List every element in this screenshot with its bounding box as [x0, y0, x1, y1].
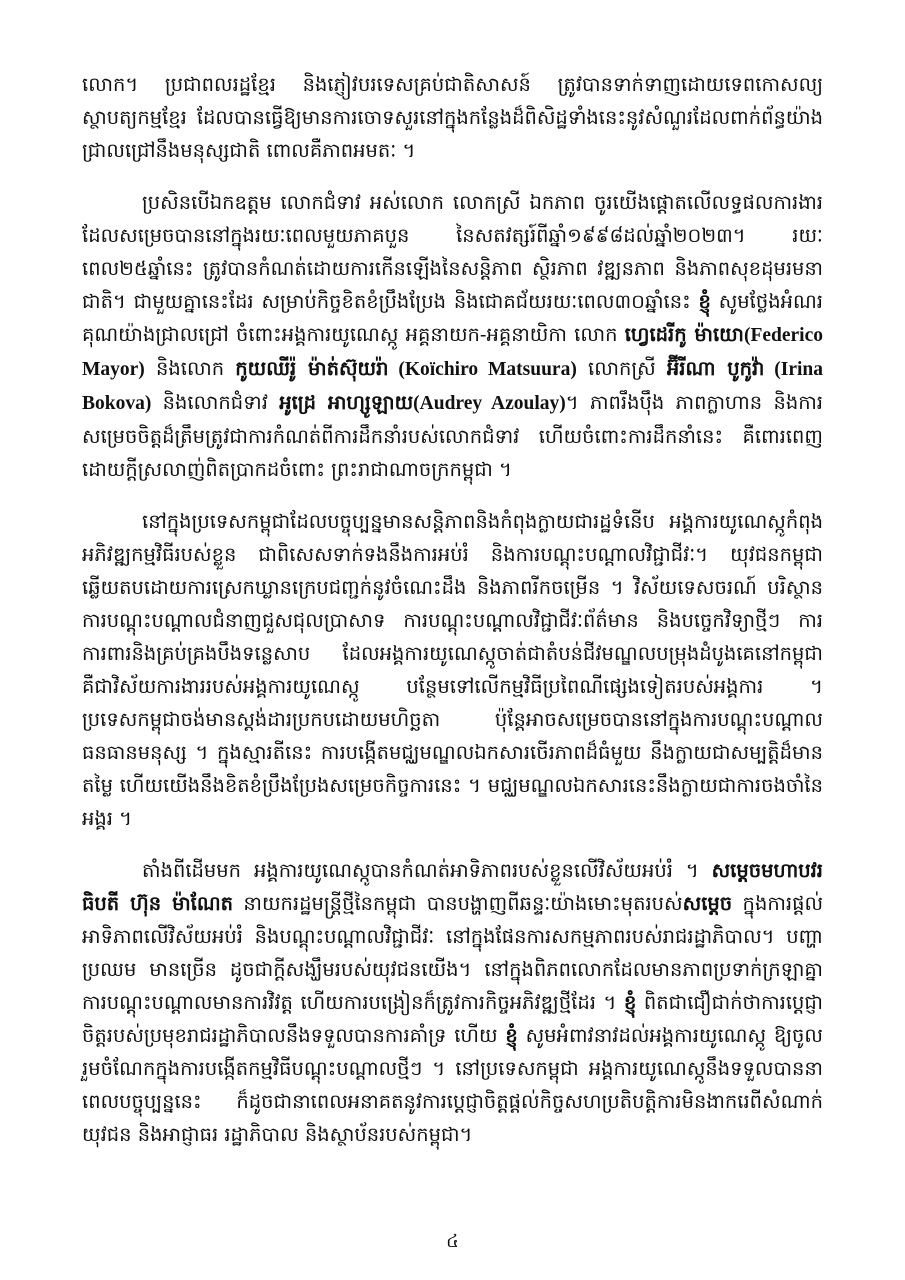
paragraph-4-segment: តាំងពីដើមមក អង្គការយូណេស្កូបានកំណត់អាទិភាពរបស់ខ្លួនលើវិស័យអប់រំ ។	[142, 859, 712, 882]
name-irina-bokova-latin: (Irina Bokova)	[82, 359, 824, 414]
name-federico-mayor-latin: (Federico Mayor)	[82, 325, 823, 380]
pronoun-khnhom: ខ្ញុំ	[698, 290, 711, 313]
name-audrey-azoulay-khmer: អូដ្រេ អាហ្សូឡាយ	[279, 391, 414, 414]
name-koichiro-matsuura-latin: (Koïchiro Matsuura)	[388, 359, 577, 380]
name-koichiro-matsuura-khmer: កូយឈីរ៉ូ ម៉ាត់ស៊ុយរ៉ា	[235, 357, 389, 380]
title-samdech: សម្ដេច	[682, 892, 733, 915]
paragraph-3	[82, 505, 823, 835]
name-irina-bokova-khmer: អ៊ីរីណា បូកូវ៉ា	[666, 357, 765, 380]
paragraph-2-segment: លោកស្រី	[576, 357, 667, 380]
name-federico-mayor-khmer: ហ្វេដេរីកូ ម៉ាយោ	[624, 323, 744, 346]
paragraph-2-segment: និងលោក	[144, 357, 236, 380]
paragraph-4-segment: សូមអំពាវនាវដល់អង្គការយូណេស្កូ ឱ្យចូលរួមចំណែកក្នុងការបង្កើតកម្មវិធីបណ្ដុះបណ្ដាលថ្មីៗ ។ នៅប្រទេសកម្ពុជា អង្គការយូណេស្កូនឹងទទួលបាននាពេលបច្ចុប្បន្ននេះ ក៏ដូចជានាពេលអនាគតនូវការប្ដេជ្ញាចិត្តផ្ដល់កិច្ចសហប្រតិបត្តិការមិនងាករេពីសំណាក់យុវជន និងអាជ្ញាធរ រដ្ឋាភិបាល និងស្ថាប័នរបស់កម្ពុជា។	[82, 1024, 823, 1146]
pronoun-khnhom: ខ្ញុំ	[505, 1024, 518, 1047]
name-hun-manet: សម្ដេចមហាបវរធិបតី ហ៊ុន ម៉ាណែត	[82, 859, 823, 915]
paragraph-2-segment: សូមថ្លែងអំណរគុណយ៉ាងជ្រាលជ្រៅ ចំពោះអង្គការយូណេស្កូ អគ្គនាយក-អគ្គនាយិកា លោក	[82, 290, 823, 346]
paragraph-4-segment: នាយករដ្ឋមន្ត្រីថ្មីនៃកម្ពុជា បានបង្ហាញពីឆន្ទៈយ៉ាងមោះមុតរបស់	[233, 892, 683, 915]
paragraph-3-text: នៅក្នុងប្រទេសកម្ពុជាដែលបច្ចុប្បន្នមានសន្តិភាពនិងកំពុងក្លាយជារដ្ឋទំនើប អង្គការយូណេស្កូកំពុងអភិវឌ្ឍកម្មវិធីរបស់ខ្លួន ជាពិសេសទាក់ទងនឹងការអប់រំ និងការបណ្ដុះបណ្ដាលវិជ្ជាជីវៈ។ យុវជនកម្ពុជា ឆ្លើយតបដោយការស្រេកឃ្លានក្រេបជញ្ជក់នូវចំណេះដឹង និងភាពរីកចម្រើន ។ វិស័យទេសចរណ៍ បរិស្ថាន ការបណ្ដុះបណ្ដាលជំនាញជួសជុលប្រាសាទ ការបណ្ដុះបណ្ដាលវិជ្ជាជីវៈព័ត៌មាន និងបច្ចេកវិទ្យាថ្មីៗ ការការពារនិងគ្រប់គ្រងបឹងទន្លេសាប ដែលអង្គការយូណេស្កូចាត់ជាតំបន់ជីវមណ្ឌលបម្រុងដំបូងគេនៅកម្ពុជា គឺជាវិស័យការងាររបស់អង្គការយូណេស្កូ បន្ថែមទៅលើកម្មវិធីប្រពៃណីផ្សេងទៀតរបស់អង្គការ ។ ប្រទេសកម្ពុជាចង់មានស្ដង់ដារប្រកបដោយមហិច្ឆតា ប៉ុន្តែអាចសម្រេចបាននៅក្នុងការបណ្ដុះបណ្ដាលធនធានមនុស្ស ។ ក្នុងស្មារតីនេះ ការបង្កើតមជ្ឈមណ្ឌលឯកសារចេីរភាពដ៏ធំមួយ នឹងក្លាយជាសម្បត្តិដ៏មានតម្លៃ ហើយយើងនឹងខិតខំប្រឹងប្រែងសម្រេចកិច្ចការនេះ ។ មជ្ឈមណ្ឌលឯកសារនេះនឹងក្លាយជាការចងចាំនៃអង្គរ ។	[82, 510, 823, 830]
page-number: ៤	[446, 1231, 459, 1252]
paragraph-2-segment: និងលោកជំទាវ	[151, 391, 280, 414]
pronoun-khnhom: ខ្ញុំ	[623, 991, 637, 1014]
paragraph-2-segment: ប្រសិនបើឯកឧត្តម លោកជំទាវ អស់លោក លោកស្រី ឯកភាព ចូរយើងផ្ដោតលើលទ្ធផលការងារដែលសម្រេចបាននៅក្នុងរយៈពេលមួយភាគបួន នៃសតវត្សរ៍ពីឆ្នាំ១៩៩៨ដល់ឆ្នាំ២០២៣។ រយៈពេល២៥ឆ្នាំនេះ ត្រូវបានកំណត់ដោយការកើនឡើងនៃសន្តិភាព ស្ថិរភាព វឌ្ឍនភាព និងភាពសុខដុមរមនាជាតិ។ ជាមួយគ្នានេះដែរ សម្រាប់កិច្ចខិតខំប្រឹងប្រែង និងជោគជ័យរយៈពេល៣០ឆ្នាំនេះ	[82, 191, 823, 313]
name-audrey-azoulay-latin: (Audrey Azoulay)	[413, 393, 566, 414]
paragraph-4-segment: ពិតជាជឿជាក់ថាការប្ដេជ្ញាចិត្តរបស់ប្រមុខរាជរដ្ឋាភិបាលនឹងទទួលបានការគាំទ្រ ហើយ	[82, 991, 823, 1047]
paragraph-4	[82, 854, 823, 1151]
paragraph-1	[82, 68, 823, 167]
paragraph-2	[82, 186, 823, 486]
paragraph-2-segment: ។ ភាពរឹងប៉ឹង ភាពក្លាហាន និងការសម្រេចចិត្តដ៏ត្រឹមត្រូវជាការកំណត់ពីការដឹកនាំរបស់លោកជំទាវ ហើយចំពោះការដឹកនាំនេះ គឺពោរពេញដោយក្ដីស្រលាញ់ពិតប្រាកដចំពោះ ព្រះរាជាណាចក្រកម្ពុជា ។	[82, 391, 823, 481]
paragraph-4-segment: ក្នុងការផ្ដល់អាទិភាពលើវិស័យអប់រំ និងបណ្ដុះបណ្ដាលវិជ្ជាជីវៈ នៅក្នុងផែនការសកម្មភាពរបស់រាជរដ្ឋាភិបាល។ បញ្ហាប្រឈម មានច្រើន ដូចជាក្ដីសង្ឃឹមរបស់យុវជនយើង។ នៅក្នុងពិភពលោកដែលមានភាពប្រទាក់ក្រឡាគ្នា ការបណ្ដុះបណ្ដាលមានការវិវត្ត ហើយការបង្រៀនក៏ត្រូវការកិច្ចអភិវឌ្ឍថ្មីដែរ ។	[82, 892, 824, 1014]
paragraph-1-text: លោក។ ប្រជាពលរដ្ឋខ្មែរ និងភ្ញៀវបរទេសគ្រប់ជាតិសាសន៍ ត្រូវបានទាក់ទាញដោយទេពកោសល្យស្ថាបត្យកម្មខ្មែរ ដែលបានធ្វើឱ្យមានការចោទសួរនៅក្នុងកន្លែងដ៏ពិសិដ្ឋទាំងនេះនូវសំណួរដែលពាក់ព័ន្ធយ៉ាងជ្រាលជ្រៅនឹងមនុស្សជាតិ ពោលគឺភាពអមតៈ ។	[82, 73, 823, 162]
